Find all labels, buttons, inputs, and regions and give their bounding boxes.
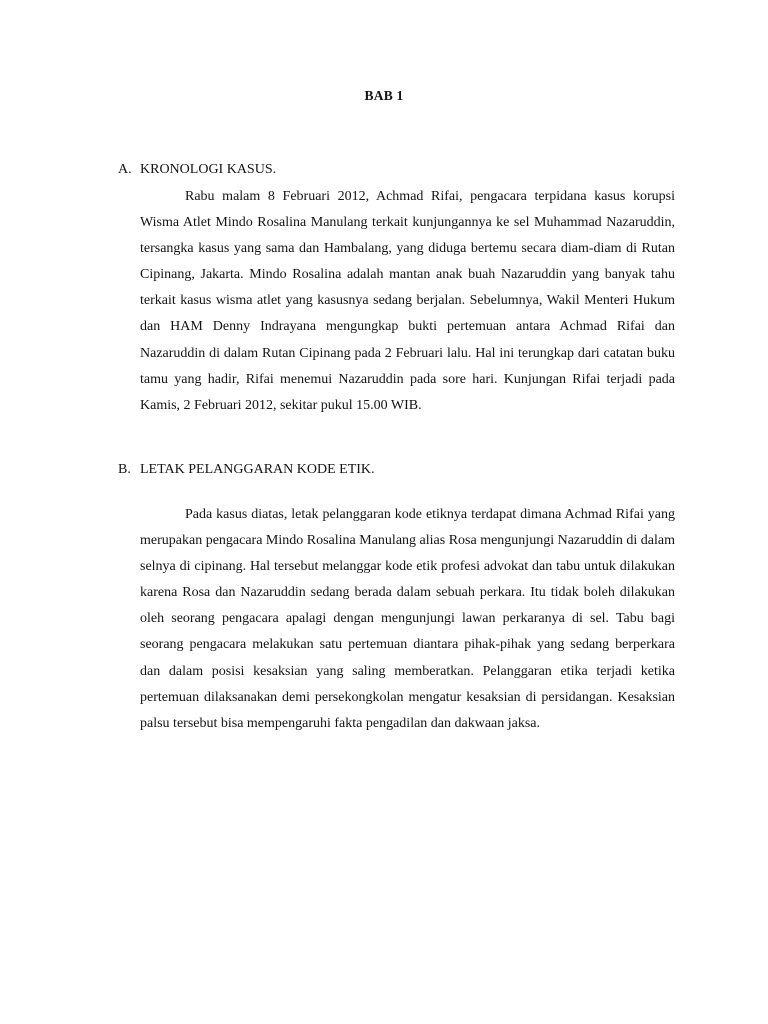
paragraph-kronologi: Rabu malam 8 Februari 2012, Achmad Rifai, pengacara terpidana kasus korupsi Wisma Atlet Mindo Rosalina Manulang terkait kunjungannya ke sel Muhammad Nazaruddin, tersangka kasus yang sama dan Hambalang, yang diduga bertemu secara diam-diam di Rutan Cipinang, Jakarta. Mindo Rosalina adalah mantan anak buah Nazaruddin yang banyak tahu terkait kasus wisma atlet yang kasusnya sedang berjalan. Sebelumnya, Wakil Menteri Hukum dan HAM Denny Indrayana mengungkap bukti pertemuan antara Achmad Rifai dan Nazaruddin di dalam Rutan Cipinang pada 2 Februari lalu. Hal ini terungkap dari catatan buku tamu yang hadir, Rifai menemui Nazaruddin pada sore hari. Kunjungan Rifai terjadi pada Kamis, 2 Februari 2012, sekitar pukul 15.00 WIB.	[140, 189, 675, 413]
section-heading-b	[118, 460, 375, 480]
paragraph-pelanggaran: Pada kasus diatas, letak pelanggaran kode etiknya terdapat dimana Achmad Rifai yang merupakan pengacara Mindo Rosalina Manulang alias Rosa mengunjungi Nazaruddin di dalam selnya di cipinang. Hal tersebut melanggar kode etik profesi advokat dan tabu untuk dilakukan karena Rosa dan Nazaruddin sedang berada dalam sebuah perkara. Itu tidak boleh dilakukan oleh seorang pengacara apalagi dengan mengunjungi lawan perkaranya di sel. Tabu bagi seorang pengacara melakukan satu pertemuan diantara pihak-pihak yang sedang berperkara dan dalam posisi kesaksian yang saling memberatkan. Pelanggaran etika terjadi ketika pertemuan dilaksanakan demi persekongkolan mengatur kesaksian di persidangan. Kesaksian palsu tersebut bisa mempengaruhi fakta pengadilan dan dakwaan jaksa.	[140, 507, 675, 731]
section-title-a: KRONOLOGI KASUS.	[140, 162, 277, 177]
section-letter-a: A.	[118, 162, 132, 177]
section-title-b: LETAK PELANGGARAN KODE ETIK.	[140, 462, 375, 477]
section-letter-b: B.	[118, 462, 131, 477]
section-heading-a	[118, 160, 276, 180]
chapter-title: BAB 1	[364, 88, 404, 103]
